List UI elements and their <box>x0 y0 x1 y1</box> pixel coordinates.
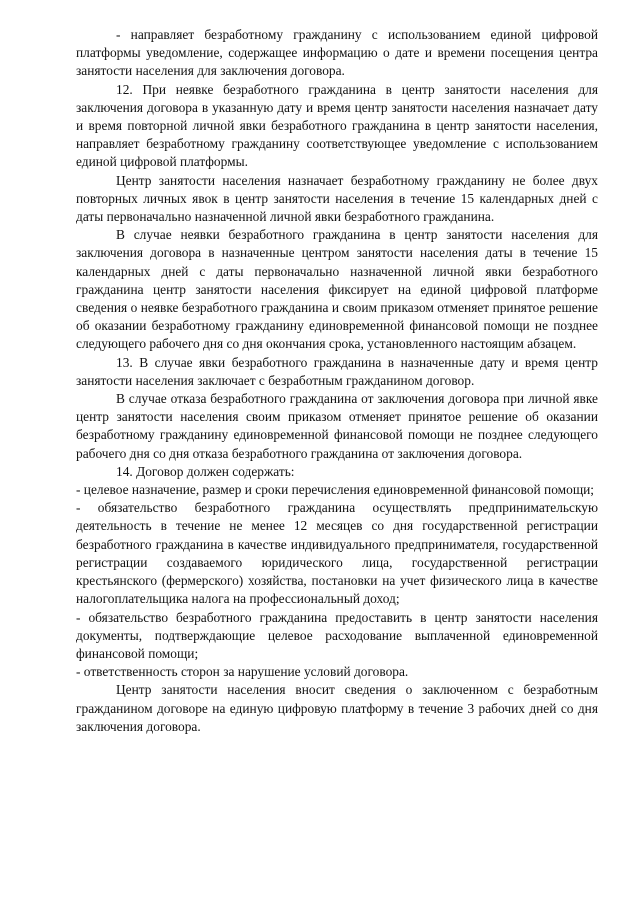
paragraph-item-12: 12. При неявке безработного гражданина в центр занятости населения для заключения договора в указанную дату и время центр занятости населения назначает дату и время повторной личной явки безработного гражданина в центр занятости населения, направляет безработному гражданину соответствующее уведомление с использованием единой цифровой платформы. <box>76 81 598 170</box>
list-item-obligation-business: - обязательство безработного гражданина осуществлять предпринимательскую деятельность в течение не менее 12 месяцев со дня государственной регистрации безработного гражданина в качестве индивидуального предпринимателя, государственной регистрации создаваемого юридического лица, государственной регистрации крестьянского (фермерского) хозяйства, постановки на учет физического лица в качестве налогоплательщика налога на профессиональный доход; <box>76 500 598 607</box>
list-item-purpose: - целевое назначение, размер и сроки перечисления единовременной финансовой помощи; <box>76 482 595 498</box>
document-page <box>76 26 598 736</box>
paragraph-non-appearance: В случае неявки безработного гражданина в центр занятости населения для заключения договора в назначенные центром занятости населения даты в течение 15 календарных дней с даты первоначально назначенной личной явки безработного гражданина центр занятости населения фиксирует на единой цифровой платформе сведения о неявке безработного гражданина и своим приказом отменяет принятое решение об оказании безработному гражданину единовременной финансовой помощи не позднее следующего рабочего дня со дня окончания срока, установленного настоящим абзацем. <box>76 227 598 352</box>
list-item-liability: - ответственность сторон за нарушение условий договора. <box>76 664 409 680</box>
list-item-obligation-documents: - обязательство безработного гражданина предоставить в центр занятости населения документы, подтверждающие целевое расходование выплаченной единовременной финансовой помощи; <box>76 609 598 661</box>
paragraph-notification: - направляет безработному гражданину с использованием единой цифровой платформы уведомление, содержащее информацию о дате и времени посещения центра занятости населения для заключения договора. <box>76 27 598 79</box>
paragraph-item-13: 13. В случае явки безработного гражданина в назначенные дату и время центр занятости населения заключает с безработным гражданином договор. <box>76 354 598 388</box>
paragraph-repeat-visits: Центр занятости населения назначает безработному гражданину не более двух повторных личных явок в центр занятости населения в течение 15 календарных дней с даты первоначально назначенной личной явки безработного гражданина. <box>76 172 598 225</box>
paragraph-final: Центр занятости населения вносит сведения о заключенном с безработным гражданином договоре на единую цифровую платформу в течение 3 рабочих дней со дня заключения договора. <box>76 682 598 734</box>
paragraph-item-14: 14. Договор должен содержать: <box>116 463 295 479</box>
paragraph-refusal: В случае отказа безработного гражданина от заключения договора при личной явке центр занятости населения своим приказом отменяет принятое решение об оказании безработному гражданину единовременной финансовой помощи не позднее следующего рабочего дня со дня отказа безработного гражданина от заключения договора. <box>76 391 598 461</box>
